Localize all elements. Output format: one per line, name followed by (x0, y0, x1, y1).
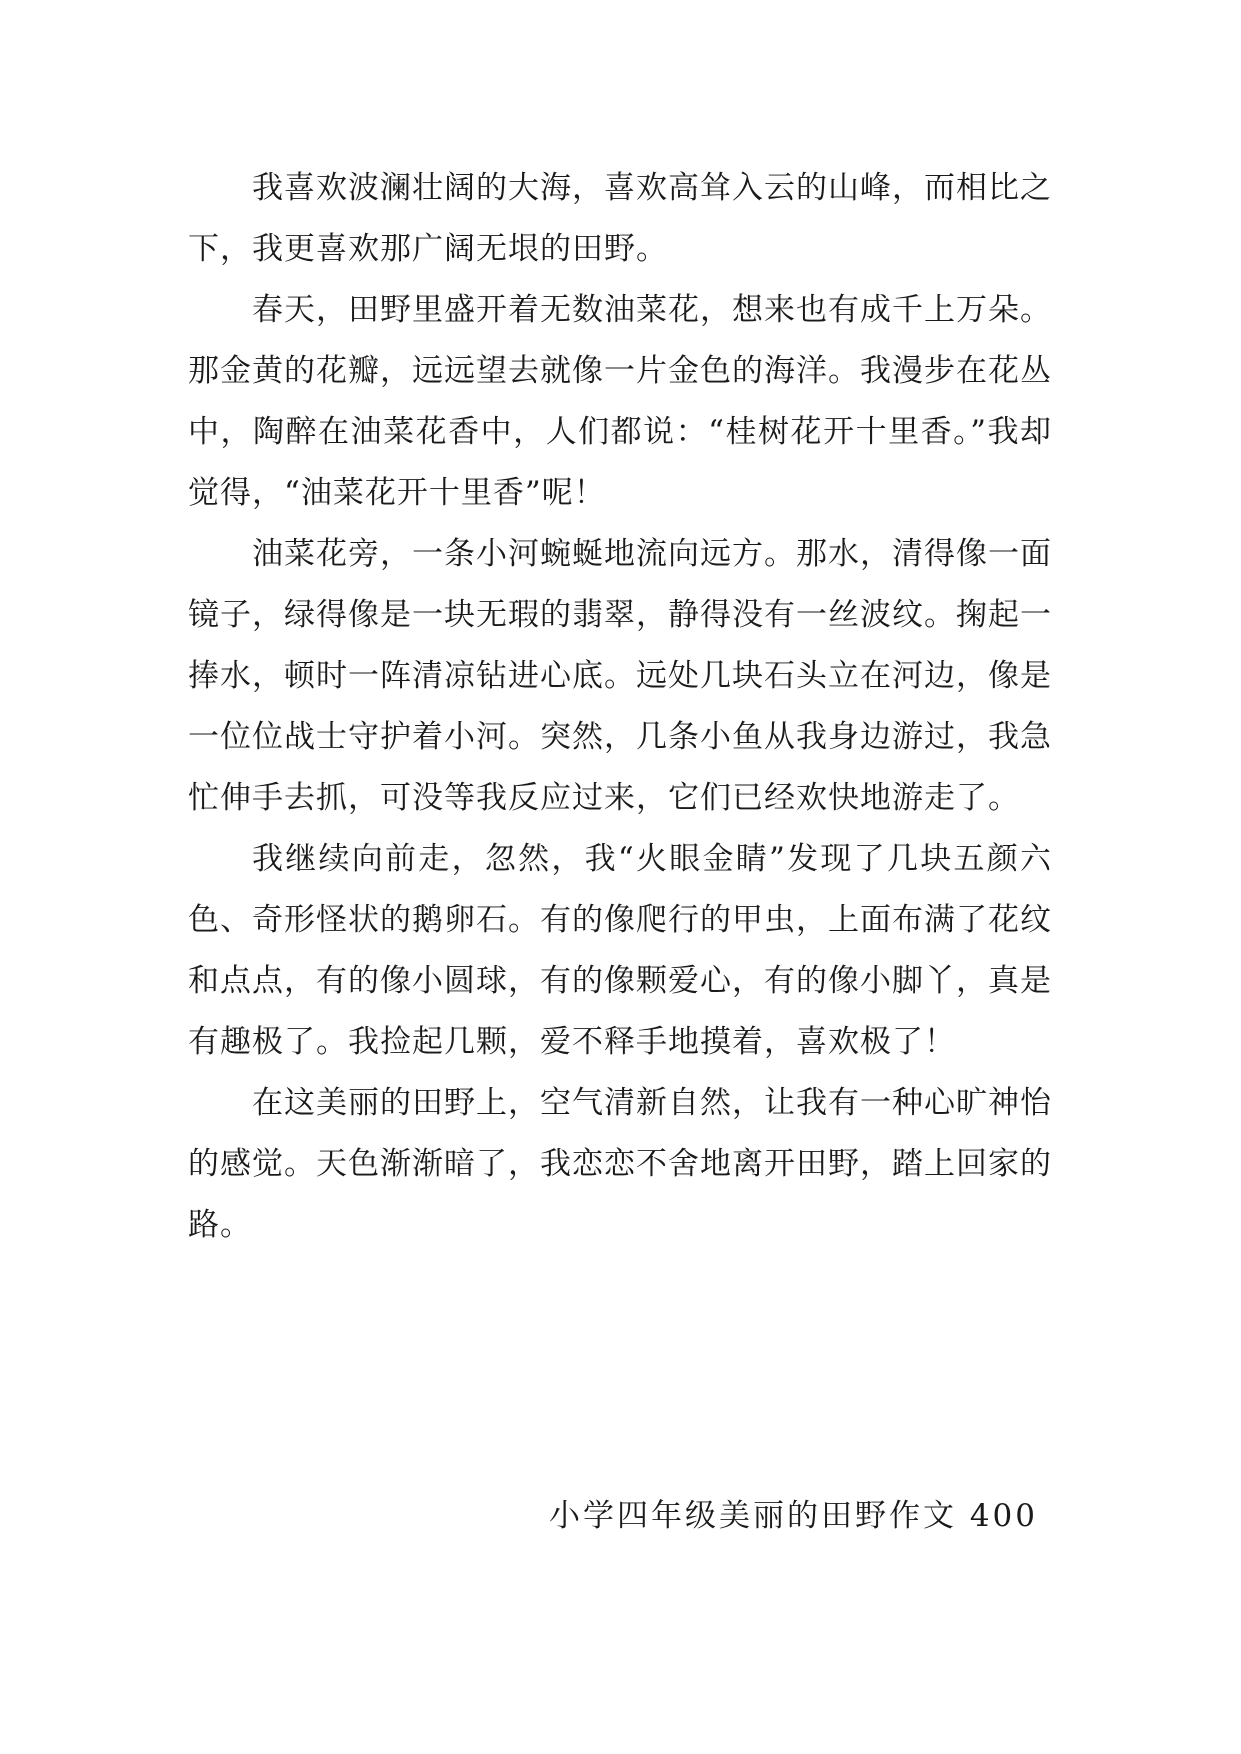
paragraph-1: 我喜欢波澜壮阔的大海，喜欢高耸入云的山峰，而相比之下，我更喜欢那广阔无垠的田野。 (188, 170, 1052, 267)
paragraph-2: 春天，田野里盛开着无数油菜花，想来也有成千上万朵。那金黄的花瓣，远远望去就像一片金色的海洋。我漫步在花丛中，陶醉在油菜花香中，人们都说：“桂树花开十里香。”我却觉得，“油菜花开十里香”呢！ (188, 292, 1052, 511)
paragraph-3: 油菜花旁，一条小河蜿蜒地流向远方。那水，清得像一面镜子，绿得像是一块无瑕的翡翠，静得没有一丝波纹。掬起一捧水，顿时一阵清凉钻进心底。远处几块石头立在河边，像是一位位战士守护着小河。突然，几条小鱼从我身边游过，我急忙伸手去抓，可没等我反应过来，它们已经欢快地游走了。 (188, 536, 1052, 816)
essay-title: 小学四年级美丽的田野作文 400 (548, 1498, 1038, 1534)
paragraph-5: 在这美丽的田野上，空气清新自然，让我有一种心旷神怡的感觉。天色渐渐暗了，我恋恋不舍地离开田野，踏上回家的路。 (188, 1085, 1052, 1243)
essay-body (188, 158, 1052, 1256)
paragraph-4: 我继续向前走，忽然，我“火眼金睛”发现了几块五颜六色、奇形怪状的鹅卵石。有的像爬行的甲虫，上面布满了花纹和点点，有的像小圆球，有的像颗爱心，有的像小脚丫，真是有趣极了。我捡起几颗，爱不释手地摸着，喜欢极了！ (188, 841, 1052, 1060)
